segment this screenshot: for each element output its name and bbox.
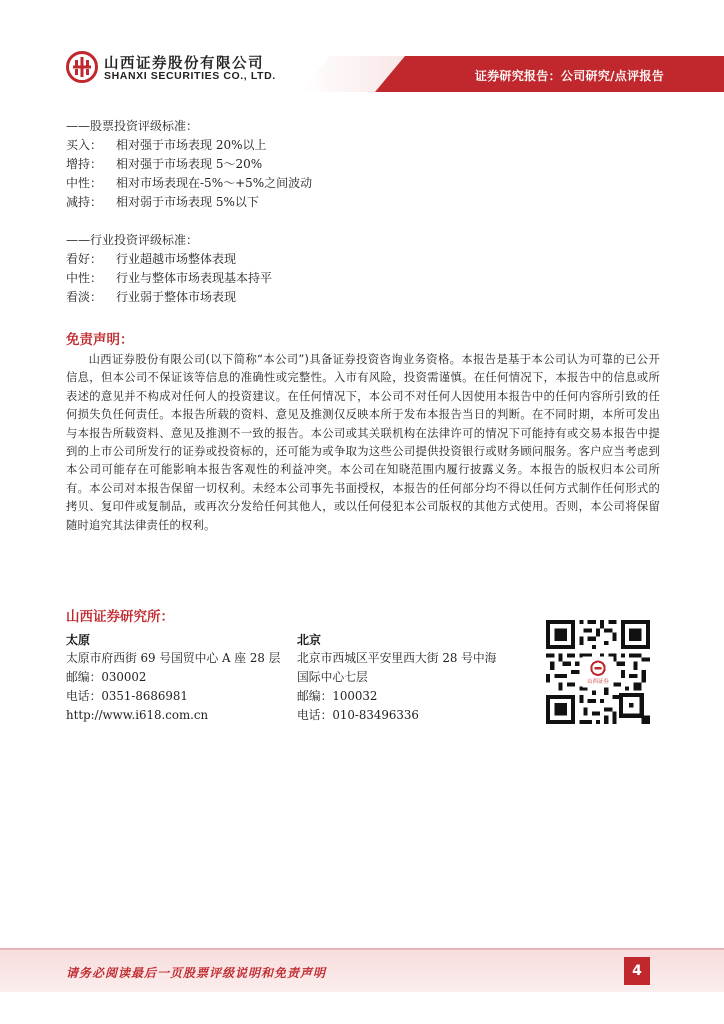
- city-heading-taiyuan: 太原: [66, 633, 91, 647]
- qr-center-label: 山西证券: [587, 679, 609, 686]
- beijing-address: 北京市西城区平安里西大街 28 号中海: [297, 651, 497, 665]
- rating-label: 减持：: [66, 195, 103, 209]
- company-name-en: SHANXI SECURITIES CO., LTD.: [104, 70, 276, 82]
- rating-desc: 行业弱于整体市场表现: [116, 290, 237, 304]
- rating-label: 看淡：: [66, 290, 103, 304]
- rating-label: 买入：: [66, 138, 103, 152]
- taiyuan-postcode: 邮编：030002: [66, 670, 147, 684]
- disclaimer-heading: 免责声明：: [66, 332, 134, 348]
- rating-label: 增持：: [66, 157, 103, 171]
- rating-desc: 相对弱于市场表现 5%以下: [116, 195, 259, 209]
- rating-desc: 相对强于市场表现 5～20%: [116, 157, 263, 171]
- rating-label: 中性：: [66, 271, 103, 285]
- rating-desc: 相对市场表现在-5%～+5%之间波动: [116, 176, 313, 190]
- rating-label: 中性：: [66, 176, 103, 190]
- page-number: 4: [624, 957, 650, 985]
- website-link[interactable]: http://www.i618.com.cn: [66, 708, 209, 722]
- institute-heading: 山西证券研究所：: [66, 609, 174, 625]
- rating-desc: 行业与整体市场表现基本持平: [116, 271, 273, 285]
- city-heading-beijing: 北京: [297, 633, 322, 647]
- taiyuan-address: 太原市府西街 69 号国贸中心 A 座 28 层: [66, 651, 281, 665]
- beijing-postcode: 邮编：100032: [297, 689, 378, 703]
- taiyuan-phone: 电话：0351-8686981: [66, 689, 188, 703]
- rating-label: 看好：: [66, 252, 103, 266]
- company-name-cn: 山西证券股份有限公司: [104, 56, 264, 72]
- beijing-phone: 电话：010-83496336: [297, 708, 419, 722]
- industry-rating-title: ——行业投资评级标准：: [66, 233, 199, 247]
- disclaimer-body: 山西证券股份有限公司(以下简称“本公司”)具备证券投资咨询业务资格。本报告是基于本公司认为可靠的已公开信息，但本公司不保证该等信息的准确性或完整性。入市有风险，投资需谨慎。在任何情况下，本报告中的信息或所表述的意见并不构成对任何人的投资建议。在任何情况下，本公司不对任何人因使用本报告中的任何内容所引致的任何损失负任何责任。本报告所载的资料、意见及推测仅反映本所于发布本报告当日的判断。在不同时期，本所可发出与本报告所载资料、意见及推测不一致的报告。本公司或其关联机构在法律许可的情况下可能持有或交易本报告中提到的上市公司所发行的证券或投资标的，还可能为或争取为这些公司提供投资银行或财务顾问服务。客户应当考虑到本公司可能存在可能影响本报告客观性的利益冲突。本公司在知晓范围内履行披露义务。本报告的版权归本公司所有。本公司对本报告保留一切权利。未经本公司事先书面授权，本报告的任何部分均不得以任何方式制作任何形式的拷贝、复印件或复制品，或再次分发给任何其他人，或以任何侵犯本公司版权的其他方式使用。否则，本公司将保留随时追究其法律责任的权利。: [66, 353, 660, 532]
- report-type-title: 证券研究报告：公司研究/点评报告: [474, 69, 664, 83]
- company-logo-icon: [66, 51, 98, 83]
- stock-rating-title: ——股票投资评级标准：: [66, 119, 199, 133]
- footer-notice: 请务必阅读最后一页股票评级说明和免责声明: [66, 966, 327, 980]
- beijing-address-cont: 国际中心七层: [297, 670, 368, 684]
- qr-code-icon[interactable]: [546, 620, 650, 724]
- rating-desc: 相对强于市场表现 20%以上: [116, 138, 267, 152]
- rating-desc: 行业超越市场整体表现: [116, 252, 237, 266]
